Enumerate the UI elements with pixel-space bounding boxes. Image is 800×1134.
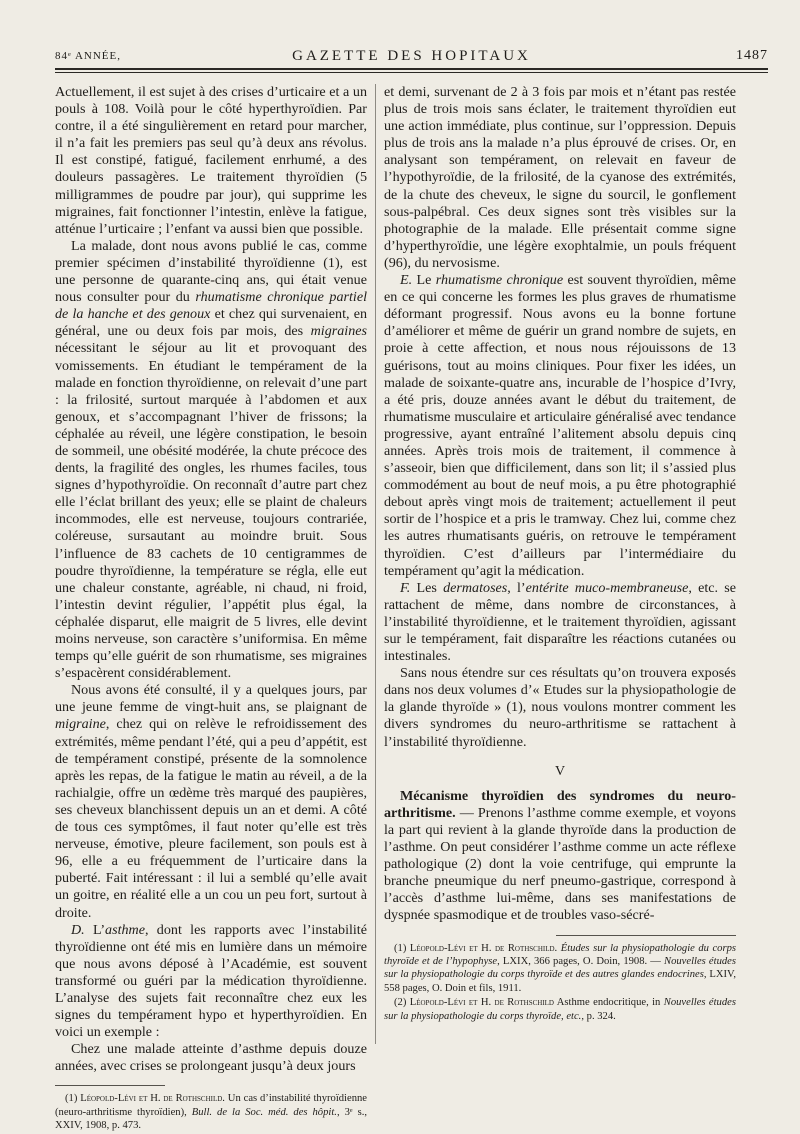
paragraph: Chez une malade atteinte d’asthme depuis douze années, avec crises se prolongeant jusqu’à deux jours xyxy=(55,1041,367,1075)
paragraph: et demi, survenant de 2 à 3 fois par mois et n’étant pas restée plus de trois mois sans éclater, le traitement thyroïdien eut une action immédiate, plus continue, sur l’oppression. Depuis plus de trois ans la malade n’a plus éprouvé de crises. Or, en analysant son tempérament, on relevait en faveur de l’hypothyroïdie, de la frilosité, de la cyanose des extrémités, de la chute des cheveux, le signe du sourcil, le gonflement sous-palpébral. Ces deux signes sont très visibles sur la photographie de la malade. Elle présentait comme signe d’hyperthyroïdie, une légère exophtalmie, un pouls fréquent (96), du nervosisme. xyxy=(384,84,736,271)
section-paragraph: Mécanisme thyroïdien des syndromes du neuro-arthritisme. — Prenons l’asthme comme exemple, et voyons la part qui revient à la glande thyroïde dans la production de l’asthme. On peut considérer l’asthme comme un acte réflexe pathologique (2) dont la voie centrifuge, qui emprunte la branche pneumique du nerf pneumo-gastrique, correspond à l’accès d’asthme lui-même, dans ses manifestations de dyspnée spasmodique et de troubles vaso-sécré- xyxy=(384,787,736,924)
page-number: 1487 xyxy=(736,48,768,63)
footnote-rule xyxy=(55,1085,165,1086)
footnote: (2) Léopold-Lévi et H. de Rothschild Asthme endocritique, in Nouvelles études sur la physiopathologie du corps thyroïde, etc., p. 324. xyxy=(384,997,736,1022)
paragraph: D. L’asthme, dont les rapports avec l’instabilité thyroïdienne ont été mis en lumière dans un mémoire que nous avons déposé à l’Académie, est souvent transformé ou guéri par la médication thyroïdienne. L’analyse des sujets fait reconnaître chez eux les signes du tempérament hypo et hyperthyroïdien. En voici un exemple : xyxy=(55,921,367,1041)
journal-title: GAZETTE DES HOPITAUX xyxy=(292,48,531,64)
right-column xyxy=(384,84,736,1024)
footnote: (1) Léopold-Lévi et H. de Rothschild. Études sur la physiopathologie du corps thyroïde et de l’hypophyse, LXIX, 366 pages, O. Doin, 1908. — Nouvelles études sur la physiopathologie du corps thyroïde et des autres glandes endocrines, LXIV, 558 pages, O. Doin et fils, 1911. xyxy=(384,942,736,994)
paragraph: E. Le rhumatisme chronique est souvent thyroïdien, même en ce qui concerne les formes les plus graves de rhumatisme déformant progressif. Nous avons eu la bonne fortune d’améliorer et même de guérir un grand nombre de sujets, en proie à cette affection, et nous nous réjouissons de 13 guérisons, tout au moins cliniques. Pour fixer les idées, un malade de soixante-quatre ans, incurable de l’hospice d’Ivry, a été pris, douze années avant le début du traitement, de rhumatisme musculaire et articulaire généralisé avec tendance progressive, ayant entraîné l’alitement absolu depuis cinq années. Après trois mois de traitement, il commence à s’asseoir, bien que difficilement, dans son lit; il s’assied plus commodément au bout de neuf mois, a pu être photographié debout après vingt mois de traitement; actuellement il peut sortir de l’hospice et a pris le tramway. Chez lui, comme chez les autres rhumatisants guéris, on retrouve le tempérament thyroïdien. C’est d’ailleurs par l’intermédiaire du tempérament qu’agit la médication. xyxy=(384,272,737,579)
section-heading: Mécanisme thyroïdien des syndromes du neuro-arthritisme. xyxy=(384,787,736,821)
header-rule xyxy=(55,68,768,70)
paragraph: F. Les dermatoses, l’entérite muco-membraneuse, etc. se rattachent de même, dans nombre de circonstances, à l’instabilité thyroïdienne, et le traitement thyroïdien, agissant sur le tempérament, fait disparaître les réactions cutanées ou intestinales. xyxy=(384,579,737,665)
section-number: V xyxy=(554,763,566,779)
paragraph: Actuellement, il est sujet à des crises d’urticaire et a un pouls à 108. Voilà pour le côté hyperthyroïdien. Par contre, il a été singulièrement en retard pour marcher, il n’a fait les premiers pas seul qu’à deux ans révolus. Il est constipé, fatigué, facilement enrhumé, a des douleurs passagères. Le traitement thyroïdien (5 milligrammes de poudre par jour), qui supprime les migraines, fait fonctionner l’intestin, enlève la fatigue, atténue l’urticaire ; l’enfant va aussi bien que possible. xyxy=(55,84,367,237)
left-column xyxy=(55,84,367,1134)
paragraph: La malade, dont nous avons publié le cas, comme premier spécimen d’instabilité thyroïdienne (1), est une personne de quarante-cinq ans, qui était venue nous consulter pour du rhumatisme chronique partiel de la hanche et des genoux et chez qui survenaient, en général, une ou deux fois par mois, des migraines nécessitant le séjour au lit et provoquant des vomissements. En étudiant le tempérament de la malade en fonction thyroïdienne, on relevait d’une part : la frilosité, surtout marquée à l’abdomen et aux genoux, et s’accompagnant l’hiver de frissons; la céphalée au réveil, une légère constipation, le besoin de sommeil, une obésité modérée, la chute précoce des dents, la fragilité des ongles, les rhumes faciles, tous signes d’hypothyroïdie. On reconnaît d’autre part chez elle l’éclat brillant des yeux; elle se plaint de chaleurs incommodes, elle est nerveuse, toujours contrariée, coléreuse, sursautant au moindre bruit. Sous l’influence de 83 cachets de 10 centigrammes de poudre thyroïdienne, la température se régla, elle eut une chaleur constante, agréable, ni chaud, ni froid, l’intestin devint régulier, l’appétit plus égal, la céphalée disparut, elle maigrit de 5 livres, elle devint moins nerveuse, son caractère s’uniformisa. En même temps qu’elle guérit de son rhumatisme, ses migraines s’espacèrent considérablement. xyxy=(55,237,367,682)
footnotes xyxy=(384,942,736,1023)
footnotes xyxy=(55,1092,367,1132)
footnote-rule xyxy=(556,935,736,936)
running-header xyxy=(55,44,768,68)
paragraph: Sans nous étendre sur ces résultats qu’on trouvera exposés dans nos deux volumes d’« Etudes sur la physiopathologie de la glande thyroïde » (1), nous voulons montrer comment les divers syndromes du neuro-arthritisme se rattachent à l’instabilité thyroïdienne. xyxy=(384,665,736,750)
footnote: (1) Léopold-Lévi et H. de Rothschild. Un cas d’instabilité thyroïdienne (neuro-arthritisme thyroïdien), Bull. de la Soc. méd. des hôpit., 3ᵉ s., XXIV, 1908, p. 473. xyxy=(55,1093,367,1132)
column-divider xyxy=(375,84,376,1044)
header-year: 84ᵉ ANNÉE, xyxy=(55,50,121,62)
paragraph: Nous avons été consulté, il y a quelques jours, par une jeune femme de vingt-huit ans, se plaignant de migraine, chez qui on relève le refroidissement des extrémités, même pendant l’été, qui a peu d’appétit, est de tempérament constipé, présente de la somnolence après les repas, de la fatigue le matin au réveil, a de la rachialgie, offre un œdème très marqué des paupières, ses cheveux blanchissent depuis un an et demi. A côté de tous ces symptômes, il faut noter qu’elle est très nerveuse, émotive, pleure facilement, son pouls est à 96, elle a eu fréquemment de l’urticaire dans la puberté. Fait intéressant : il lui a semblé qu’elle avait un goitre, en réalité elle a un cou un peu fort, surtout à droite. xyxy=(55,682,367,921)
header-rule-thin xyxy=(55,72,768,73)
